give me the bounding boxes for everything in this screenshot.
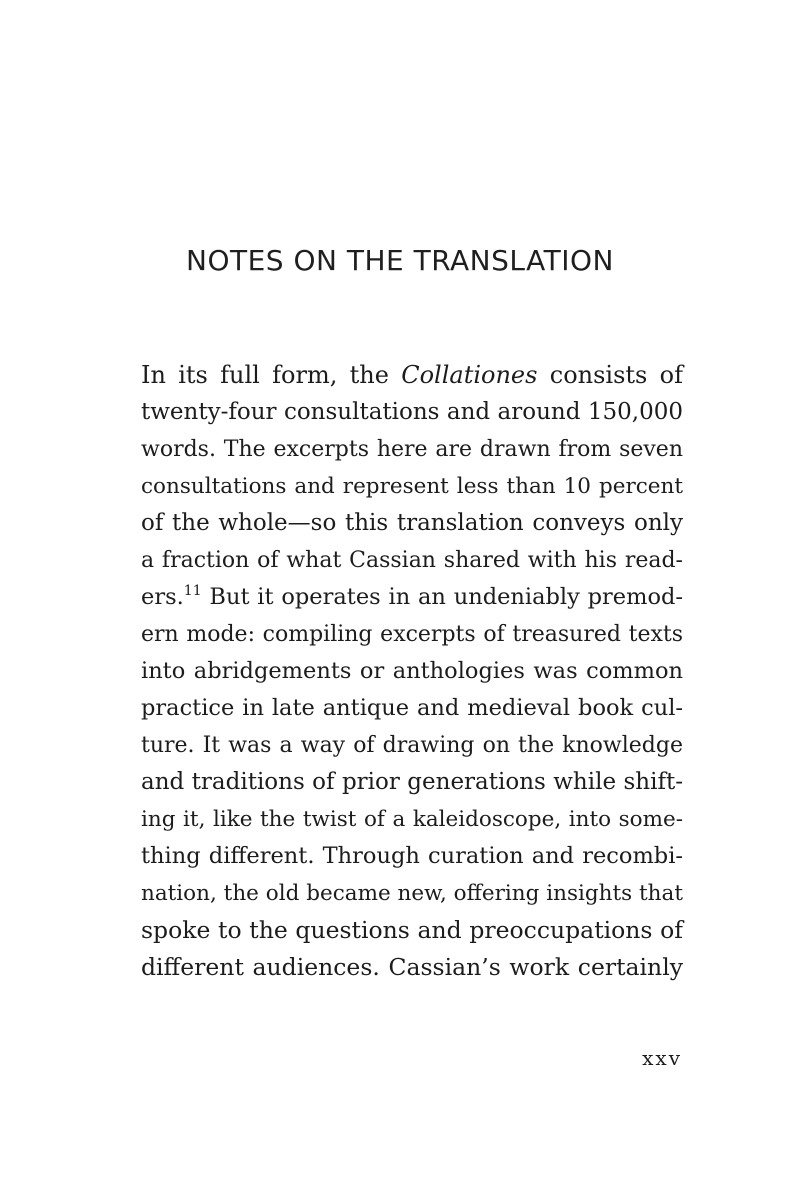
text-line: ern mode: compiling excerpts of treasured texts xyxy=(141,622,683,647)
text-line: ers.$^{11}$ But it operates in an undeniably premod- xyxy=(141,583,683,610)
text-line: practice in late antique and medieval book cul- xyxy=(141,695,683,721)
text-line: twenty-four consultations and around 150,000 xyxy=(141,399,683,425)
book-title-italic: Collationes xyxy=(401,361,538,389)
text-line: nation, the old became new, offering insights that xyxy=(141,881,683,906)
text-line: consultations and represent less than 10 percent xyxy=(141,474,683,499)
text-line: and traditions of prior generations while shift- xyxy=(141,769,683,795)
text-line: spoke to the questions and preoccupations of xyxy=(141,916,683,944)
text-line: of the whole—so this translation conveys only xyxy=(141,510,683,536)
page-number: xxv xyxy=(642,1046,682,1070)
chapter-heading: NOTES ON THE TRANSLATION xyxy=(186,244,614,277)
text-line: words. The excerpts here are drawn from seven xyxy=(141,437,683,462)
text-line: In its full form, the Collationes consists of xyxy=(141,361,683,389)
body-paragraph xyxy=(141,357,683,986)
text-line: a fraction of what Cassian shared with his read- xyxy=(141,548,683,573)
text-line: different audiences. Cassian’s work certainly xyxy=(141,953,683,981)
footnote-reference[interactable]: 11 xyxy=(183,583,202,599)
text-line: thing different. Through curation and recombi- xyxy=(141,843,683,869)
text-line: ture. It was a way of drawing on the knowledge xyxy=(141,733,683,758)
text-line: into abridgements or anthologies was common xyxy=(141,658,683,684)
text-line: ing it, like the twist of a kaleidoscope, into some- xyxy=(141,807,683,832)
